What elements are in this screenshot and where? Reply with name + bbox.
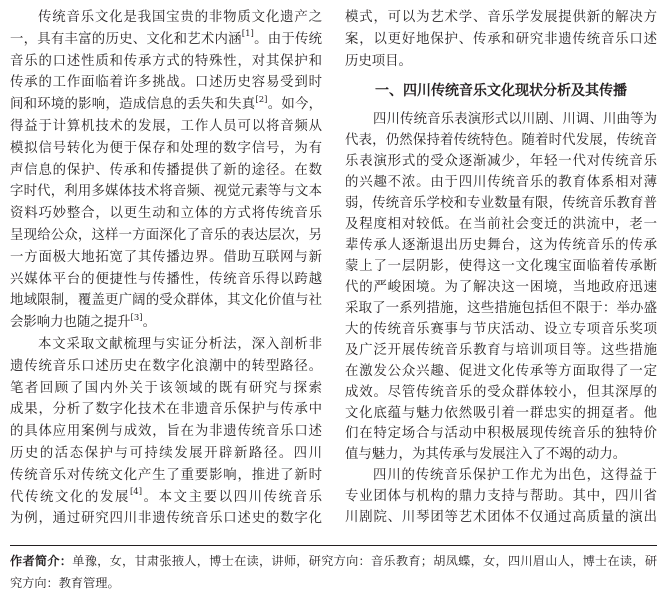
text-segment: 一，具有丰富的历史、文化和艺术内涵 bbox=[10, 31, 242, 47]
citation-reference: [2] bbox=[255, 94, 268, 105]
text-line: 及程度相对较低。在当前社会变迁的洪流中，老一 bbox=[345, 217, 657, 233]
text-line: 采取了一系列措施，这些措施包括但不限于：举办盛 bbox=[345, 300, 657, 316]
section-paragraph-1 bbox=[345, 110, 657, 466]
text-line: 笔者回顾了国内外关于该领域的既有研究与探索 bbox=[10, 380, 322, 396]
text-line: 遗传统音乐口述历史在数字化浪潮中的转型路径。 bbox=[10, 358, 322, 374]
text-segment: 。本文主要以四川传统音乐 bbox=[142, 489, 322, 505]
text-line: 传承的工作面临着许多挑战。口述历史容易受到时 bbox=[10, 75, 322, 91]
text-line: 模式，可以为艺术学、音乐学发展提供新的解决方 bbox=[345, 10, 657, 25]
text-line: 兴媒体平台的便捷性与传播性，传统音乐得以跨越 bbox=[10, 271, 322, 287]
text-line: 资料巧妙整合，以更生动和立体的方式将传统音乐 bbox=[10, 206, 322, 222]
text-line: 呈现给公众，这样一方面深化了音乐的表达层次，另 bbox=[10, 227, 322, 243]
text-line: 四川的传统音乐保护工作尤为出色，这得益于 bbox=[373, 468, 657, 484]
text-line: 得益于计算机技术的发展，工作人员可以将音频从 bbox=[10, 118, 322, 134]
text-line: 文化底蕴与魅力依然吸引着一群忠实的拥趸者。他 bbox=[345, 405, 657, 421]
text-line: 及广泛开展传统音乐教育与培训项目等。这些措施 bbox=[345, 342, 657, 358]
text-line: 音乐的口述性质和传承方式的特殊性，对其保护和 bbox=[10, 53, 322, 69]
text-line: 历史的活态保护与可持续发展开辟新路径。四川 bbox=[10, 445, 322, 461]
text-line: 四川传统音乐表演形式以川剧、川调、川曲等为 bbox=[373, 112, 657, 128]
text-line: 乐表演形式的受众逐渐减少，年轻一代对传统音乐 bbox=[345, 154, 657, 170]
citation-reference: [4] bbox=[129, 487, 143, 498]
citation-reference: [1] bbox=[241, 29, 254, 40]
text-line: 专业团体与机构的鼎力支持与帮助。其中，四川省 bbox=[345, 489, 657, 505]
text-line: 弱，传统音乐学校和专业数量有限，传统音乐教育普 bbox=[345, 196, 657, 212]
continued-paragraph bbox=[345, 7, 657, 72]
text-line bbox=[10, 94, 322, 116]
author-footnote bbox=[10, 550, 657, 594]
footnote-line bbox=[10, 572, 657, 594]
text-line: 传统音乐文化是我国宝贵的非物质文化遗产之 bbox=[38, 10, 322, 25]
left-column bbox=[10, 7, 322, 530]
intro-paragraph bbox=[10, 7, 322, 334]
text-segment: 代传统文化的发展 bbox=[10, 489, 130, 505]
text-line: 案，以更好地保护、传承和研究非遗传统音乐口述 bbox=[345, 31, 657, 47]
text-line: 代表，仍然保持着传统特色。随着时代发展，传统音 bbox=[345, 133, 657, 149]
text-line: 大的传统音乐赛事与节庆活动、设立专项音乐奖项 bbox=[345, 321, 657, 337]
text-line: 成效。尽管传统音乐的受众群体较小，但其深厚的 bbox=[345, 384, 657, 400]
text-line: 代的严峻困境。为了解决这一困境，当地政府迅速 bbox=[345, 279, 657, 295]
citation-reference: [3] bbox=[130, 312, 143, 323]
section-paragraph-2 bbox=[345, 466, 657, 529]
text-line: 们在特定场合与活动中积极展现传统音乐的独特价 bbox=[345, 426, 657, 442]
footnote-text: 单豫，女，甘肃张掖人，博士在读，讲师，研究方向：音乐教育；胡凤蝶，女，四川眉山人，博士在读，研 bbox=[72, 554, 657, 568]
text-line: 川剧院、川琴团等艺术团体不仅通过高质量的演出 bbox=[345, 510, 657, 526]
text-line: 模拟信号转化为便于保存和处理的数字信号，为有 bbox=[10, 140, 322, 156]
method-paragraph bbox=[10, 334, 322, 530]
text-segment: 会影响力也随之提升 bbox=[10, 315, 131, 331]
text-line: 成果，分析了数字化技术在非遗音乐保护与传承中 bbox=[10, 402, 322, 418]
text-segment: 。由于传统 bbox=[253, 31, 322, 47]
text-line: 声信息的保护、传承和传播提供了新的途径。在数 bbox=[10, 162, 322, 178]
text-line: 传统音乐对传统文化产生了重要影响，推进了新时 bbox=[10, 467, 322, 483]
text-line: 为例，通过研究四川非遗传统音乐口述史的数字化 bbox=[10, 511, 322, 527]
text-line: 地域限制，覆盖更广阔的受众群体，其文化价值与社 bbox=[10, 293, 322, 309]
text-line bbox=[10, 29, 322, 51]
section-heading: 一、四川传统音乐文化现状分析及其传播 bbox=[375, 83, 627, 100]
text-line: 辈传承人逐渐退出历史舞台，这为传统音乐的传承 bbox=[345, 238, 657, 254]
footnote-separator bbox=[10, 545, 657, 546]
text-line bbox=[10, 487, 322, 509]
text-line: 本文采取文献梳理与实证分析法，深入剖析非 bbox=[38, 336, 322, 352]
footnote-label: 作者简介： bbox=[10, 554, 73, 568]
text-segment: 间和环境的影响，造成信息的丢失和失真 bbox=[10, 97, 256, 113]
text-segment: 。 bbox=[142, 315, 156, 331]
text-line: 在激发公众兴趣、促进文化传承等方面取得了一定 bbox=[345, 363, 657, 379]
text-line: 一方面极大地拓宽了其传播边界。借助互联网与新 bbox=[10, 249, 322, 265]
footnote-line bbox=[10, 550, 657, 572]
text-line bbox=[10, 312, 322, 334]
footnote-text: 究方向：教育管理。 bbox=[10, 576, 120, 590]
text-line: 的具体应用案例与成效，旨在为非遗传统音乐口述 bbox=[10, 424, 322, 440]
text-line: 值与魅力，为其传承与发展注入了不竭的动力。 bbox=[345, 447, 627, 463]
text-segment: 。如今， bbox=[267, 97, 322, 113]
right-column bbox=[345, 7, 657, 529]
text-line: 的兴趣不浓。由于四川传统音乐的教育体系相对薄 bbox=[345, 175, 657, 191]
text-line: 字时代，利用多媒体技术将音频、视觉元素等与文本 bbox=[10, 184, 322, 200]
text-line: 历史项目。 bbox=[345, 53, 412, 69]
text-line: 蒙上了一层阴影，使得这一文化瑰宝面临着传承断 bbox=[345, 258, 657, 274]
